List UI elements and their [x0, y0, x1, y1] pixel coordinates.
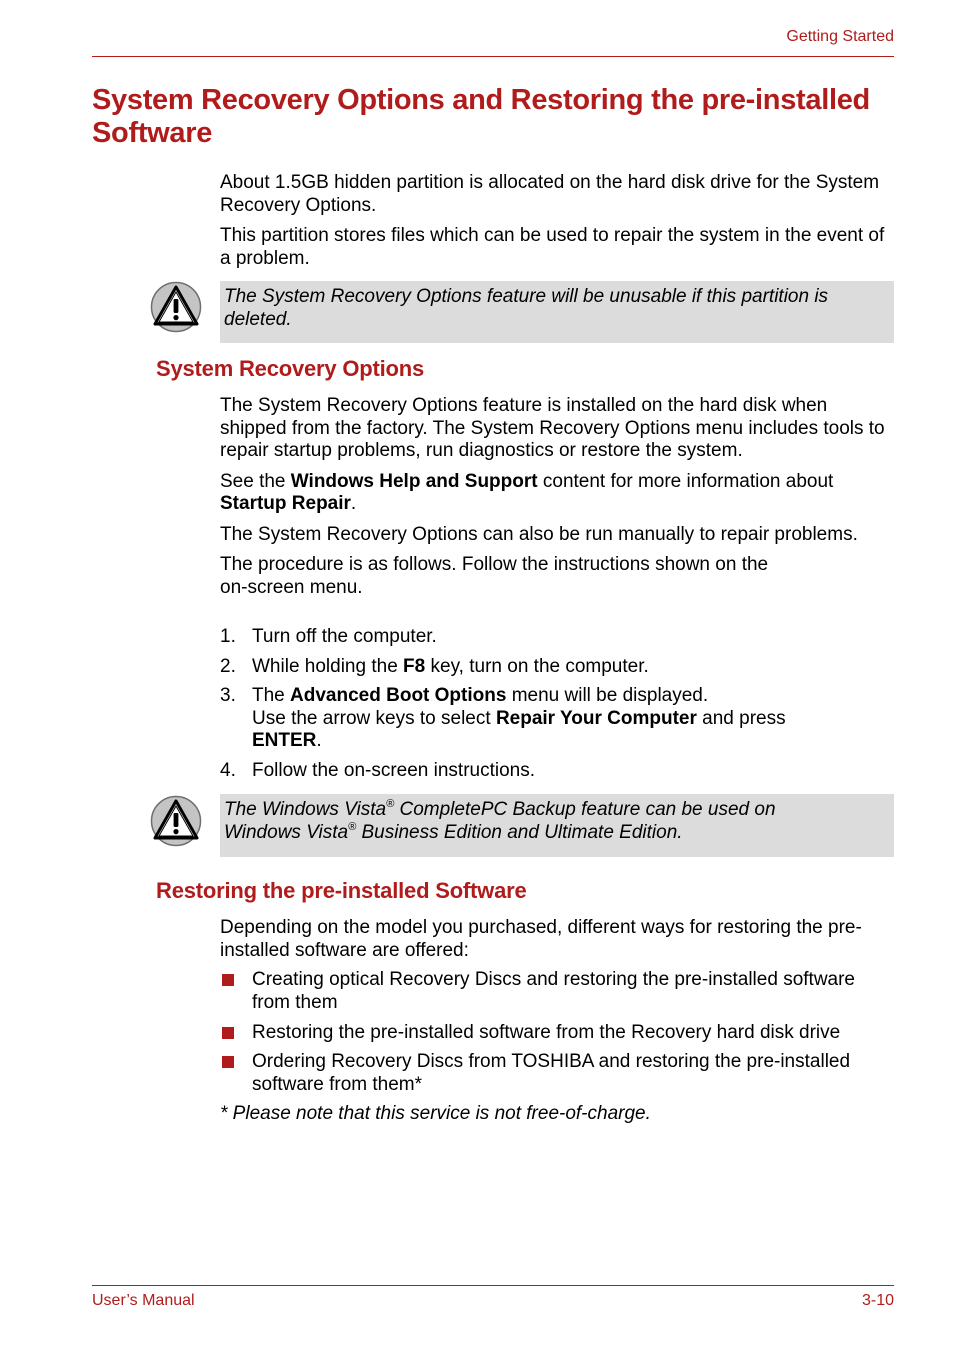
bullet-text: Ordering Recovery Discs from TOSHIBA and restoring the pre-installed software from them*	[252, 1051, 851, 1095]
restore-intro	[220, 917, 894, 962]
warning-triangle-icon	[150, 795, 202, 847]
bullet-marker	[222, 974, 234, 986]
f8-key-text: F8	[403, 656, 426, 677]
note-partition	[220, 281, 894, 343]
running-header: Getting Started	[786, 28, 894, 45]
bullet-marker	[222, 1056, 234, 1068]
repair-your-computer-text: Repair Your Computer	[495, 707, 697, 729]
startup-repair-text: Startup Repair	[220, 493, 351, 514]
restore-paragraph-1: Depending on the model you purchased, different ways for restoring the pre-installed software are offered:	[220, 917, 862, 961]
step-number: 2.	[220, 656, 236, 677]
heading-system-recovery-options: System Recovery Options	[156, 356, 425, 381]
step-text: Turn off the computer.	[252, 626, 437, 647]
step-text: The Advanced Boot Options menu will be displayed. Use the arrow keys to select Repair Your Computer and press ENTER.	[252, 685, 786, 751]
sro-paragraph-2: See the Windows Help and Support content for more information about Startup Repair.	[220, 470, 834, 514]
intro	[220, 172, 894, 270]
sro-body	[220, 395, 894, 599]
step-text: Follow the on-screen instructions.	[252, 760, 536, 781]
bullet-marker	[222, 1027, 234, 1039]
note-completepc	[220, 794, 894, 857]
intro-paragraph-2: This partition stores files which can be used to repair the system in the event of a problem.	[220, 225, 885, 269]
footer-rule	[92, 1285, 894, 1286]
note-partition-text: The System Recovery Options feature will be unusable if this partition is deleted.	[224, 286, 829, 330]
step-number: 3.	[220, 685, 236, 706]
sro-paragraph-3: The System Recovery Options can also be run manually to repair problems.	[220, 523, 858, 545]
bullet-text: Restoring the pre-installed software from the Recovery hard disk drive	[252, 1022, 841, 1043]
step-text: While holding the F8 key, turn on the computer.	[252, 656, 649, 677]
page-number: 3-10	[861, 1292, 894, 1309]
intro-paragraph-1: About 1.5GB hidden partition is allocated on the hard disk drive for the System Recovery Options.	[220, 172, 880, 216]
bullet-text: Creating optical Recovery Discs and restoring the pre-installed software from them	[252, 969, 855, 1013]
note-completepc-text: The Windows Vista® CompletePC Backup feature can be used on Windows Vista® Business Edition and Ultimate Edition.	[224, 798, 776, 843]
step-number: 4.	[220, 760, 236, 781]
header-rule	[92, 56, 894, 57]
sro-paragraph-1: The System Recovery Options feature is installed on the hard disk when shipped from the factory. The System Recovery Options menu includes tools to repair startup problems, run diagnostics or restore the system.	[220, 395, 885, 461]
warning-triangle-icon	[150, 281, 202, 333]
heading-restoring-software: Restoring the pre-installed Software	[156, 878, 527, 903]
footer-manual-title: User’s Manual	[92, 1292, 195, 1309]
advanced-boot-options-text: Advanced Boot Options	[290, 685, 507, 706]
windows-help-and-support-text: Windows Help and Support	[290, 470, 538, 492]
sro-paragraph-4: The procedure is as follows. Follow the instructions shown on the on-screen menu.	[220, 554, 769, 598]
page-title: System Recovery Options and Restoring the pre-installed Software	[92, 84, 870, 149]
enter-key-text: ENTER	[252, 730, 317, 751]
footnote: * Please note that this service is not free-of-charge.	[220, 1103, 651, 1124]
step-number: 1.	[220, 626, 236, 647]
